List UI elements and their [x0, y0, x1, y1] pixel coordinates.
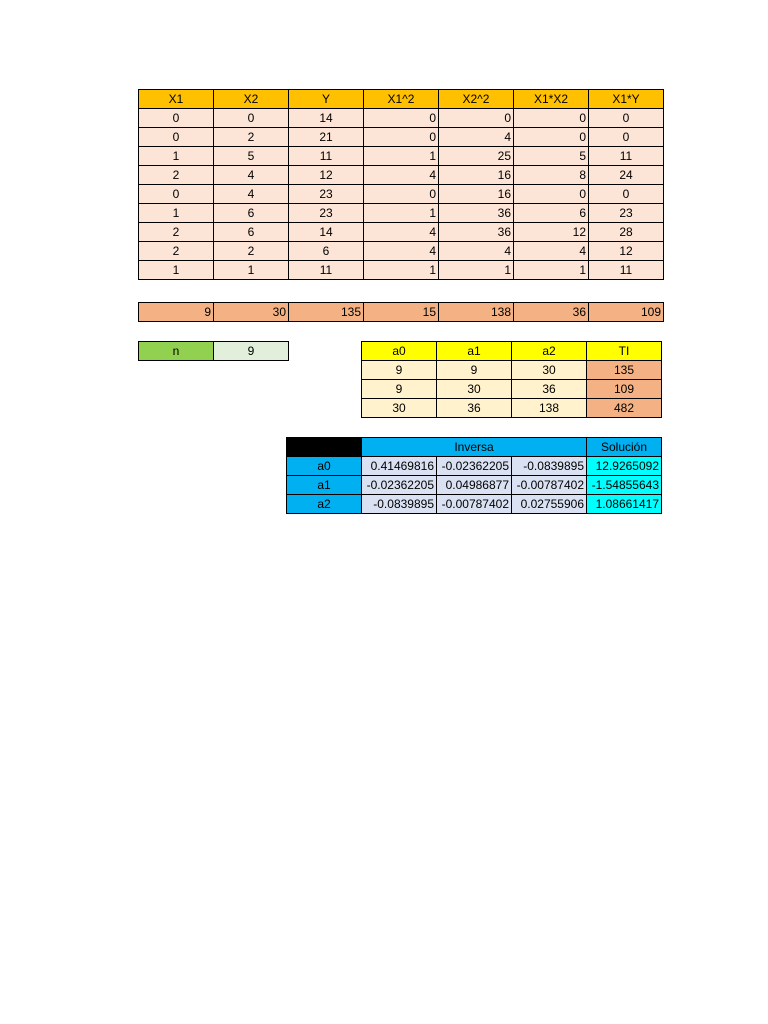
sum-cell[interactable]: 15	[364, 303, 439, 322]
cell[interactable]: 36	[512, 380, 587, 399]
sum-cell[interactable]: 138	[439, 303, 514, 322]
solution-cell[interactable]: -1.54855643	[587, 476, 662, 495]
inverse-cell[interactable]: -0.0839895	[362, 495, 437, 514]
sum-cell[interactable]: 36	[514, 303, 589, 322]
cell[interactable]: 2	[214, 128, 289, 147]
cell[interactable]: 14	[289, 109, 364, 128]
table-header-row	[139, 90, 664, 109]
table-row	[362, 380, 662, 399]
table-row	[362, 361, 662, 380]
cell[interactable]: 2	[139, 223, 214, 242]
cell[interactable]: 30	[437, 380, 512, 399]
cell[interactable]: 12	[514, 223, 589, 242]
cell[interactable]: 11	[589, 147, 664, 166]
inverse-cell[interactable]: 0.04986877	[437, 476, 512, 495]
cell[interactable]: 4	[439, 242, 514, 261]
row-label-cell[interactable]: a0	[287, 457, 362, 476]
cell[interactable]: 1	[139, 261, 214, 280]
header-cell[interactable]: Y	[289, 90, 364, 109]
cell[interactable]: 4	[364, 242, 439, 261]
cell[interactable]: 0	[139, 109, 214, 128]
cell[interactable]: 0	[514, 128, 589, 147]
table-row	[139, 242, 664, 261]
header-cell[interactable]: a1	[437, 342, 512, 361]
header-cell[interactable]: a0	[362, 342, 437, 361]
cell[interactable]: 138	[512, 399, 587, 418]
table-row	[139, 223, 664, 242]
cell[interactable]: 4	[364, 223, 439, 242]
cell[interactable]: 0	[589, 185, 664, 204]
cell[interactable]: 9	[362, 380, 437, 399]
cell[interactable]: 36	[437, 399, 512, 418]
inverse-table	[286, 437, 662, 514]
cell[interactable]: 11	[289, 261, 364, 280]
table-header-row	[362, 342, 662, 361]
cell[interactable]: 30	[512, 361, 587, 380]
table-row	[139, 185, 664, 204]
cell[interactable]: 0	[589, 109, 664, 128]
table-row	[139, 261, 664, 280]
header-cell[interactable]: X1*X2	[514, 90, 589, 109]
inverse-cell[interactable]: 0.41469816	[362, 457, 437, 476]
cell[interactable]: 2	[139, 166, 214, 185]
cell[interactable]: 4	[214, 185, 289, 204]
header-cell[interactable]: TI	[587, 342, 662, 361]
cell[interactable]: 16	[439, 185, 514, 204]
cell[interactable]: 36	[439, 204, 514, 223]
cell[interactable]: 2	[139, 242, 214, 261]
table-row	[139, 128, 664, 147]
cell[interactable]: 0	[514, 185, 589, 204]
cell[interactable]: 12	[289, 166, 364, 185]
cell[interactable]: 4	[214, 166, 289, 185]
ti-cell[interactable]: 109	[587, 380, 662, 399]
cell[interactable]: 11	[589, 261, 664, 280]
cell[interactable]: 6	[514, 204, 589, 223]
table-row	[139, 342, 289, 361]
cell[interactable]: 0	[364, 128, 439, 147]
solution-cell[interactable]: 12.9265092	[587, 457, 662, 476]
cell[interactable]: 11	[289, 147, 364, 166]
sum-cell[interactable]: 135	[289, 303, 364, 322]
cell[interactable]: 9	[437, 361, 512, 380]
inverse-cell[interactable]: -0.0839895	[512, 457, 587, 476]
header-cell[interactable]: a2	[512, 342, 587, 361]
cell[interactable]: 6	[289, 242, 364, 261]
table-row	[139, 204, 664, 223]
cell[interactable]: 25	[439, 147, 514, 166]
cell[interactable]: 4	[439, 128, 514, 147]
inverse-cell[interactable]: 0.02755906	[512, 495, 587, 514]
cell[interactable]: 24	[589, 166, 664, 185]
ti-cell[interactable]: 135	[587, 361, 662, 380]
cell[interactable]: 0	[589, 128, 664, 147]
row-label-cell[interactable]: a2	[287, 495, 362, 514]
cell[interactable]: 1	[364, 261, 439, 280]
cell[interactable]: 23	[289, 185, 364, 204]
header-cell[interactable]: X2	[214, 90, 289, 109]
cell[interactable]: 21	[289, 128, 364, 147]
cell[interactable]: 1	[364, 147, 439, 166]
solution-cell[interactable]: 1.08661417	[587, 495, 662, 514]
table-row	[139, 147, 664, 166]
cell[interactable]: 0	[139, 128, 214, 147]
table-row	[287, 457, 662, 476]
table-row	[287, 476, 662, 495]
cell[interactable]: 23	[289, 204, 364, 223]
cell[interactable]: 1	[439, 261, 514, 280]
cell[interactable]: 0	[139, 185, 214, 204]
cell[interactable]: 1	[364, 204, 439, 223]
table-row	[362, 399, 662, 418]
cell[interactable]: 0	[364, 109, 439, 128]
corner-cell[interactable]	[287, 438, 362, 457]
cell[interactable]: 9	[362, 361, 437, 380]
cell[interactable]: 6	[214, 204, 289, 223]
table-row	[139, 303, 664, 322]
cell[interactable]: 5	[214, 147, 289, 166]
cell[interactable]: 1	[214, 261, 289, 280]
cell[interactable]: 1	[139, 147, 214, 166]
cell[interactable]: 1	[139, 204, 214, 223]
cell[interactable]: 0	[439, 109, 514, 128]
cell[interactable]: 1	[514, 261, 589, 280]
cell[interactable]: 4	[514, 242, 589, 261]
row-label-cell[interactable]: a1	[287, 476, 362, 495]
header-cell[interactable]: X1*Y	[589, 90, 664, 109]
n-box	[138, 341, 289, 361]
header-cell[interactable]: X2^2	[439, 90, 514, 109]
n-label-cell[interactable]: n	[139, 342, 214, 361]
cell[interactable]: 5	[514, 147, 589, 166]
cell[interactable]: 23	[589, 204, 664, 223]
sum-cell[interactable]: 109	[589, 303, 664, 322]
cell[interactable]: 14	[289, 223, 364, 242]
cell[interactable]: 36	[439, 223, 514, 242]
cell[interactable]: 2	[214, 242, 289, 261]
sum-cell[interactable]: 30	[214, 303, 289, 322]
data-table	[138, 89, 664, 280]
inverse-cell[interactable]: -0.02362205	[437, 457, 512, 476]
n-value-cell[interactable]: 9	[214, 342, 289, 361]
ti-cell[interactable]: 482	[587, 399, 662, 418]
inverse-cell[interactable]: -0.00787402	[437, 495, 512, 514]
cell[interactable]: 0	[364, 185, 439, 204]
cell[interactable]: 8	[514, 166, 589, 185]
table-row	[139, 166, 664, 185]
cell[interactable]: 0	[214, 109, 289, 128]
cell[interactable]: 30	[362, 399, 437, 418]
cell[interactable]: 28	[589, 223, 664, 242]
table-header-row	[287, 438, 662, 457]
inversa-header[interactable]: Inversa	[362, 438, 587, 457]
cell[interactable]: 4	[364, 166, 439, 185]
table-row	[139, 109, 664, 128]
sums-row	[138, 302, 664, 322]
inverse-cell[interactable]: -0.00787402	[512, 476, 587, 495]
table-row	[287, 495, 662, 514]
solucion-header[interactable]: Solución	[587, 438, 662, 457]
header-cell[interactable]: X1	[139, 90, 214, 109]
cell[interactable]: 12	[589, 242, 664, 261]
cell[interactable]: 6	[214, 223, 289, 242]
cell[interactable]: 0	[514, 109, 589, 128]
system-table	[361, 341, 662, 418]
header-cell[interactable]: X1^2	[364, 90, 439, 109]
sum-cell[interactable]: 9	[139, 303, 214, 322]
inverse-cell[interactable]: -0.02362205	[362, 476, 437, 495]
cell[interactable]: 16	[439, 166, 514, 185]
